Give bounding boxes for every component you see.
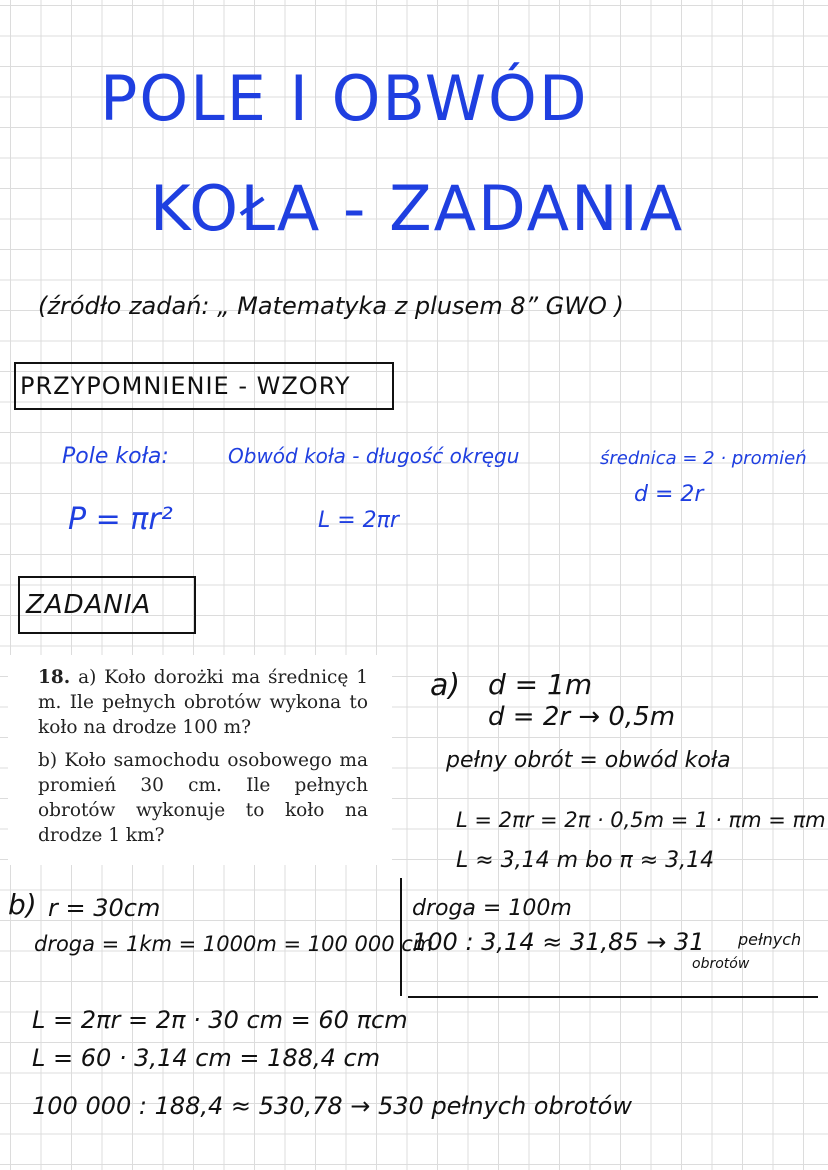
- tasks-header: ZADANIA: [26, 590, 152, 620]
- solution-a-line2: d = 2r → 0,5m: [488, 702, 676, 732]
- textbook-part-b: [8, 748, 368, 848]
- perimeter-label: Obwód koła - długość okręgu: [228, 444, 520, 468]
- solution-a-note2: obrotów: [692, 956, 750, 972]
- page-title-line2: KOŁA - ZADANIA: [150, 172, 685, 245]
- area-label: Pole koła:: [62, 444, 169, 469]
- diameter-formula: d = 2r: [634, 482, 704, 507]
- solution-a-line6: droga = 100m: [412, 896, 572, 921]
- tasks-header-box: [18, 576, 196, 634]
- textbook-part-a: [8, 665, 368, 740]
- divider-horizontal: [408, 996, 818, 998]
- solution-a-line3: pełny obrót = obwód koła: [446, 748, 731, 773]
- reminder-header-box: [14, 362, 394, 410]
- textbook-excerpt: [8, 655, 392, 865]
- solution-a-line7: 100 : 3,14 ≈ 31,85 → 31: [412, 928, 705, 956]
- solution-b-line1: r = 30cm: [48, 894, 161, 922]
- solution-b-line2: droga = 1km = 1000m = 100 000 cm: [34, 932, 434, 956]
- diameter-label: średnica = 2 · promień: [600, 448, 807, 469]
- source-note: (źródło zadań: „ Matematyka z plusem 8” GWO ): [38, 292, 624, 320]
- solution-a-label: a): [430, 668, 461, 703]
- solution-b-line5: 100 000 : 188,4 ≈ 530,78 → 530 pełnych obrotów: [32, 1092, 632, 1120]
- perimeter-formula: L = 2πr: [318, 508, 399, 533]
- solution-b-line3: L = 2πr = 2π · 30 cm = 60 πcm: [32, 1006, 408, 1034]
- textbook-part-b-text: b) Koło samochodu osobowego ma promień 30 cm. Ile pełnych obrotów wykonuje to koło na drodze 1 km?: [38, 750, 368, 846]
- page-title-line1: POLE I OBWÓD: [100, 62, 589, 135]
- textbook-part-a-text: a) Koło dorożki ma średnicę 1 m. Ile pełnych obrotów wykona to koło na drodze 100 m?: [38, 667, 368, 738]
- solution-b-label: b): [8, 888, 37, 921]
- reminder-header: PRZYPOMNIENIE - WZORY: [20, 372, 351, 400]
- area-formula: P = πr²: [68, 502, 173, 537]
- solution-a-line4: L = 2πr = 2π · 0,5m = 1 · πm = πm: [456, 808, 826, 832]
- solution-b-line4: L = 60 · 3,14 cm = 188,4 cm: [32, 1044, 381, 1072]
- solution-a-line1: d = 1m: [488, 668, 593, 701]
- task-number: 18.: [38, 667, 71, 688]
- solution-a-line5: L ≈ 3,14 m bo π ≈ 3,14: [456, 848, 715, 873]
- solution-a-note1: pełnych: [738, 930, 802, 949]
